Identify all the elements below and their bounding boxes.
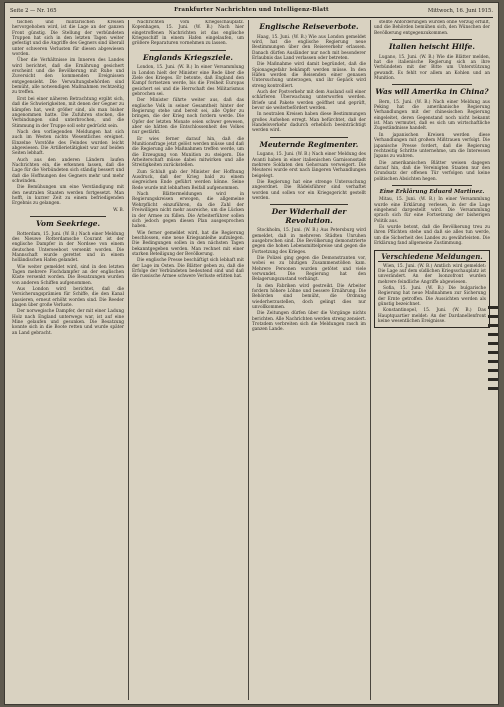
issue-date: Mittwoch, 16. Juni 1915. xyxy=(427,8,493,14)
article-paragraph: Die Maßnahme wird damit begründet, daß die Spionagegefahr bekämpft werden müsse. In den Häfen werden die Reisenden einer genauen Untersuchung unterzogen, und ihr Gepäck wird streng kontrolliert. xyxy=(252,62,366,89)
article-paragraph: Nach Blättermeldungen wird in Regierungskreisen erwogen, die allgemeine Wehrpflicht einzuführen, da die Zahl der Freiwilligen nicht mehr ausreiche, um die Lücken in der Armee zu füllen. Die Arbeiterführer sollen sich jedoch gegen diesen Plan ausgesprochen haben. xyxy=(132,192,244,230)
section-divider xyxy=(270,204,348,205)
article-paragraph: tischen und militärischen Kreisen hervorgehoben wird, ist die Lage an der ganzen Front günstig. Die Stellung der verbündeten Truppen hat sich in den letzten Tagen weiter gefestigt und die Angriffe des Gegners sind überall unter schweren Verlusten für diesen abgewiesen worden. xyxy=(12,20,124,58)
section-divider xyxy=(30,216,106,217)
page-header xyxy=(10,5,493,18)
article-paragraph: Lugano, 15. Juni. (W. B.) Wie die Blätter melden, hat die italienische Regierung sich an ihre Verbündeten mit der Bitte um Unterstützung gewandt. Es fehlt vor allem an Kohlen und an Munition. xyxy=(374,54,490,81)
headline-seekrieg: Vom Seekriege. xyxy=(35,219,101,229)
article-paragraph: Lugano, 15. Juni. (W. B.) Nach einer Meldung des Avanti haben in einer italienischen Garnisonsstadt mehrere Soldaten den Gehorsam verweigert. Die Meuterei wurde erst nach längeren Verhandlungen beigelegt. xyxy=(252,152,366,179)
article-paragraph: Es wurde betont, daß die Bevölkerung treu zu ihren Pflichten stehe und daß sie alles tun werde, um die Sicherheit des Landes zu gewährleisten. Die Erklärung fand allgemeine Zustimmung. xyxy=(374,225,490,247)
article-paragraph: In japanischen Kreisen werden diese Verhandlungen mit großem Mißtrauen verfolgt. Die japanische Presse fordert, daß die Regierung rechtzeitig Schritte unternehme, um die Interessen Japans zu wahren. xyxy=(374,132,490,160)
article-paragraph: London, 15. Juni. (W. B.) In einer Versammlung in London hielt der Minister eine Rede über die Ziele des Krieges. Er betonte, daß England den Kampf fortsetzen werde, bis die Freiheit Europas gesichert sei und die Herrschaft des Militarismus gebrochen sei. xyxy=(132,65,244,97)
column-rule xyxy=(370,20,371,700)
headline-amerika-china: Was will Amerika in China? xyxy=(375,87,489,97)
article-paragraph: Aus London wird berichtet, daß die Versicherungsprämien für Schiffe, die den Kanal passieren, erneut erhöht worden sind. Die Reeder klagen über große Verluste. xyxy=(12,286,124,308)
column-3 xyxy=(252,20,366,702)
article-paragraph: Sofia, 15. Juni. (W. B.) Die bulgarische Regierung hat neue Maßnahmen zur Sicherung der Ernte getroffen. Die Aussichten werden als günstig bezeichnet. xyxy=(378,285,486,307)
headline-widerhall: Der Widerhall der Revolution. xyxy=(271,207,347,225)
masthead-title: Frankfurter Nachrichten und Intelligenz-Blatt xyxy=(174,7,329,13)
article-paragraph: Auch aus den anderen Ländern laufen Nachrichten ein, die erkennen lassen, daß die Lage für die Verbündeten sich ständig bessert und daß die Hoffnungen des Gegners mehr und mehr schwinden. xyxy=(12,157,124,184)
section-divider xyxy=(392,39,472,40)
article-signature: W. B. xyxy=(113,207,124,213)
page-number: Seite 2 — Nr. 165 xyxy=(10,8,57,14)
article-paragraph: Bern, 15. Juni. (W. B.) Nach einer Meldung aus Peking hat die amerikanische Regierung Verhandlungen mit der chinesischen Regierung eingeleitet, deren Gegenstand noch nicht bekannt ist. Man vermutet, daß es sich um wirtschaftliche Zugeständnisse handelt. xyxy=(374,99,490,132)
column-4 xyxy=(374,20,490,702)
article-paragraph: Auch der Postverkehr mit dem Ausland soll einer schärferen Überwachung unterworfen werden. Briefe und Pakete werden geöffnet und geprüft, bevor sie weiterbefördert werden. xyxy=(252,89,366,111)
article-paragraph: Nachrichten vom Kriegsschauplatz. Kopenhagen, 15. Juni. (W. B.) Nach hier eingetroffenen Nachrichten ist das englische Kriegsschiff in einem Hafen eingelaufen, um größere Reparaturen vornehmen zu lassen. xyxy=(132,20,244,47)
column-2 xyxy=(132,20,244,702)
article-paragraph: Wie ferner gemeldet wird, hat die Regierung beschlossen, eine neue Kriegsanleihe aufzulegen. Die Bedingungen sollen in den nächsten Tagen bekanntgegeben werden. Man rechnet mit einer starken Beteiligung der Bevölkerung. xyxy=(132,230,244,257)
column-rule xyxy=(128,20,129,700)
article-paragraph: Nach den vorliegenden Meldungen hat sich auch im Westen nichts Wesentliches ereignet. Einzelne Vorstöße des Feindes wurden leicht abgewiesen. Die Artillerietätigkeit war auf beiden Seiten lebhaft. xyxy=(12,129,124,157)
article-paragraph: Der norwegische Dampfer, der mit einer Ladung Holz nach England unterwegs war, ist auf eine Mine gelaufen und gesunken. Die Besatzung konnte sich in die Boote retten und wurde später an Land gebracht. xyxy=(12,309,124,336)
article-paragraph: Die Bemühungen um eine Verständigung mit den neutralen Staaten werden fortgesetzt. Man hofft, in kurzer Zeit zu einem befriedigenden Ergebnis zu gelangen. xyxy=(12,185,124,207)
article-paragraph: Er wies ferner darauf hin, daß die Munitionsfrage jetzt gelöst werden müsse und daß die Regierung alle Maßnahmen treffen werde, um die Erzeugung von Munition zu steigern. Die Arbeiterschaft müsse dabei mitwirken und alle Streitigkeiten zurückstellen. xyxy=(132,136,244,169)
article-paragraph: Der Minister führte weiter aus, daß das englische Volk in seiner Gesamtheit hinter der Regierung stehe und bereit sei, alle Opfer zu bringen, die der Krieg noch fordern werde. Die Opfer der letzten Monate seien schwer gewesen, aber sie hätten die Entschlossenheit des Volkes nur gestärkt. xyxy=(132,98,244,136)
section-divider xyxy=(150,50,226,51)
box-headline: Verschiedene Meldungen. xyxy=(378,253,486,262)
section-divider xyxy=(270,137,348,138)
article-paragraph: Die Zeitungen dürfen über die Vorgänge nichts berichten. Alle Nachrichten werden streng zensiert. Trotzdem verbreiten sich die Meldungen rasch im ganzen Lande. xyxy=(252,311,366,333)
article-paragraph: Die englische Presse beschäftigt sich lebhaft mit der Lage im Osten. Die Blätter geben zu, daß die Erfolge der Verbündeten bedeutend sind und daß die russische Armee schwere Verluste erlitten hat. xyxy=(132,258,244,280)
column-1 xyxy=(12,20,124,702)
headline-italien: Italien heischt Hilfe. xyxy=(389,42,475,52)
column-rule xyxy=(248,20,249,700)
article-paragraph: In den Fabriken wird gestreikt. Die Arbeiter fordern höhere Löhne und bessere Ernährung. Die Behörden sind bemüht, die Ordnung wiederherzustellen, doch gelingt dies nur unvollkommen. xyxy=(252,283,366,311)
article-paragraph: Die amerikanischen Blätter weisen dagegen darauf hin, daß die Vereinigten Staaten nur den Grundsatz der offenen Tür verfolgen und keine politischen Absichten hegen. xyxy=(374,160,490,182)
headline-kriegsziele: Englands Kriegsziele. xyxy=(143,52,233,62)
article-paragraph: Mitau, 15. Juni. (W. B.) In einer Versammlung wurde eine Erklärung verlesen, in der die Lage eingehend dargestellt wird. Die Versammlung sprach sich für eine Fortsetzung der bisherigen Politik aus. xyxy=(374,197,490,224)
article-paragraph: In neutralen Kreisen haben diese Bestimmungen großes Aufsehen erregt. Man befürchtet, daß der Handelsverkehr dadurch erheblich beeinträchtigt werden wird. xyxy=(252,112,366,134)
section-divider xyxy=(392,84,472,85)
article-paragraph: Rotterdam, 15. Juni. (W. B.) Nach einer Meldung des Nieuwe Rotterdamsche Courant ist der englische Dampfer in der Nordsee von einem deutschen Unterseeboot versenkt worden. Die Mannschaft wurde gerettet und in einem holländischen Hafen gelandet. xyxy=(12,231,124,264)
article-paragraph: Zum Schluß gab der Minister der Hoffnung Ausdruck, daß der Krieg bald zu einem siegreichen Ende geführt werden könne. Seine Rede wurde mit lebhaftem Beifall aufgenommen. xyxy=(132,169,244,191)
newspaper-page xyxy=(4,2,499,705)
article-paragraph: Wie weiter gemeldet wird, sind in den letzten Tagen mehrere Fischdampfer an der englischen Küste versenkt worden. Die Besatzungen wurden von anderen Schiffen aufgenommen. xyxy=(12,264,124,286)
headline-erklaerung: Eine Erklärung Eduard Martinez. xyxy=(379,188,485,195)
article-paragraph: Stockholm, 15. Juni. (W. B.) Aus Petersburg wird gemeldet, daß in mehreren Städten Unruhen ausgebrochen sind. Die Bevölkerung demonstrierte gegen die hohen Lebensmittelpreise und gegen die Fortsetzung des Krieges. xyxy=(252,228,366,255)
article-paragraph: Haag, 15. Juni. (W. B.) Wie aus London gemeldet wird, hat die englische Regierung neue Bestimmungen über den Reiseverkehr erlassen. Danach dürfen Ausländer nur noch mit besonderer Erlaubnis das Land verlassen oder betreten. xyxy=(252,34,366,61)
article-paragraph: Wien, 15. Juni. (W. B.) Amtlich wird gemeldet: Die Lage auf dem südlichen Kriegsschauplatz ist unverändert. An der Isonzofront wurden mehrere feindliche Angriffe abgewiesen. xyxy=(378,263,486,285)
article-paragraph: Über die Verhältnisse im Inneren des Landes wird berichtet, daß die Ernährung gesichert erscheint und die Bevölkerung mit Ruhe und Zuversicht den kommenden Ereignissen entgegensieht. Die Verwaltungsbehörden sind bemüht, alle notwendigen Maßnahmen rechtzeitig zu treffen. xyxy=(12,58,124,96)
scan-edge-marks xyxy=(488,300,498,500)
headline-meuternde-regimenter: Meuternde Regimenter. xyxy=(259,139,359,149)
article-paragraph: Erst bei einer näheren Betrachtung ergibt sich, daß die Schwierigkeiten, mit denen der Gegner zu kämpfen hat, weit größer sind, als man bisher angenommen hatte. Die Zufuhren stocken, die Verbindungen sind unterbrochen, und die Stimmung in der Truppe soll sehr gedrückt sein. xyxy=(12,96,124,129)
news-box xyxy=(374,250,490,329)
section-divider xyxy=(392,185,472,186)
article-paragraph: stellte Anforderungen wurden ohne Verzug erfüllt, und die Behörden bemühen sich, den Wünschen der Bevölkerung entgegenzukommen. xyxy=(374,20,490,36)
headline-reiseverbote: Englische Reiseverbote. xyxy=(259,22,359,31)
article-paragraph: Konstantinopel, 15. Juni. (W. B.) Das Hauptquartier meldet: An der Dardanellenfront keine wesentlichen Ereignisse. xyxy=(378,308,486,324)
article-paragraph: Die Regierung hat eine strenge Untersuchung angeordnet. Die Rädelsführer sind verhaftet worden und sollen vor ein Kriegsgericht gestellt werden. xyxy=(252,179,366,201)
article-paragraph: Die Polizei ging gegen die Demonstranten vor, wobei es zu blutigen Zusammenstößen kam. Mehrere Personen wurden getötet und viele verwundet. Die Regierung hat den Belagerungszustand verhängt. xyxy=(252,256,366,283)
